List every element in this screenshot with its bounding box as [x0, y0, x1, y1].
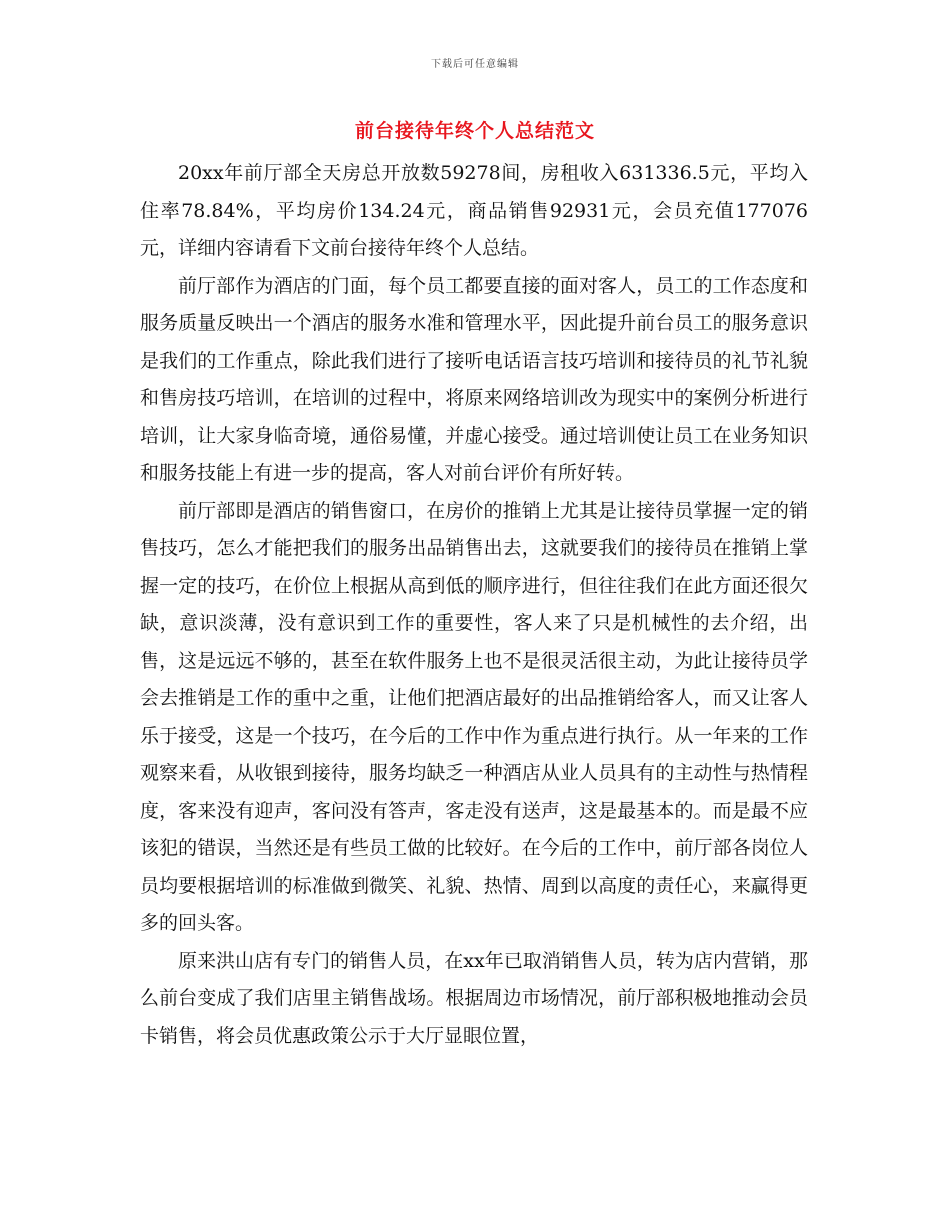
paragraph-marketing: 原来洪山店有专门的销售人员，在xx年已取消销售人员，转为店内营销，那么前台变成了我们店里主销售战场。根据周边市场情况，前厅部积极地推动会员卡销售，将会员优惠政策公示于大厅显眼位置，	[140, 949, 808, 1047]
paragraph-sales-window: 前厅部即是酒店的销售窗口，在房价的推销上尤其是让接待员掌握一定的销售技巧，怎么才能把我们的服务出品销售出去，这就要我们的接待员在推销上掌握一定的技巧，在价位上根据从高到低的顺序进行，但往往我们在此方面还很欠缺，意识淡薄，没有意识到工作的重要性，客人来了只是机械性的去介绍，出售，这是远远不够的，甚至在软件服务上也不是很灵活很主动，为此让接待员学会去推销是工作的重中之重，让他们把酒店最好的出品推销给客人，而又让客人乐于接受，这是一个技巧，在今后的工作中作为重点进行执行。从一年来的工作观察来看，从收银到接待，服务均缺乏一种酒店从业人员具有的主动性与热情程度，客来没有迎声，客问没有答声，客走没有送声，这是最基本的。而是最不应该犯的错误，当然还是有些员工做的比较好。在今后的工作中，前厅部各岗位人员均要根据培训的标准做到微笑、礼貌、热情、周到以高度的责任心，来赢得更多的回头客。	[140, 499, 808, 934]
paragraph-summary: 20xx年前厅部全天房总开放数59278间，房租收入631336.5元，平均入住率78.84%，平均房价134.24元，商品销售92931元，会员充值177076元，详细内容请看下文前台接待年终个人总结。	[140, 162, 808, 259]
document-title: 前台接待年终个人总结范文	[354, 120, 595, 142]
paragraph-training: 前厅部作为酒店的门面，每个员工都要直接的面对客人，员工的工作态度和服务质量反映出一个酒店的服务水准和管理水平，因此提升前台员工的服务意识是我们的工作重点，除此我们进行了接听电话语言技巧培训和接待员的礼节礼貌和售房技巧培训，在培训的过程中，将原来网络培训改为现实中的案例分析进行培训，让大家身临奇境，通俗易懂，并虚心接受。通过培训使让员工在业务知识和服务技能上有进一步的提高，客人对前台评价有所好转。	[140, 274, 808, 484]
header-note: 下载后可任意编辑	[431, 59, 519, 70]
document-body	[140, 155, 808, 1055]
